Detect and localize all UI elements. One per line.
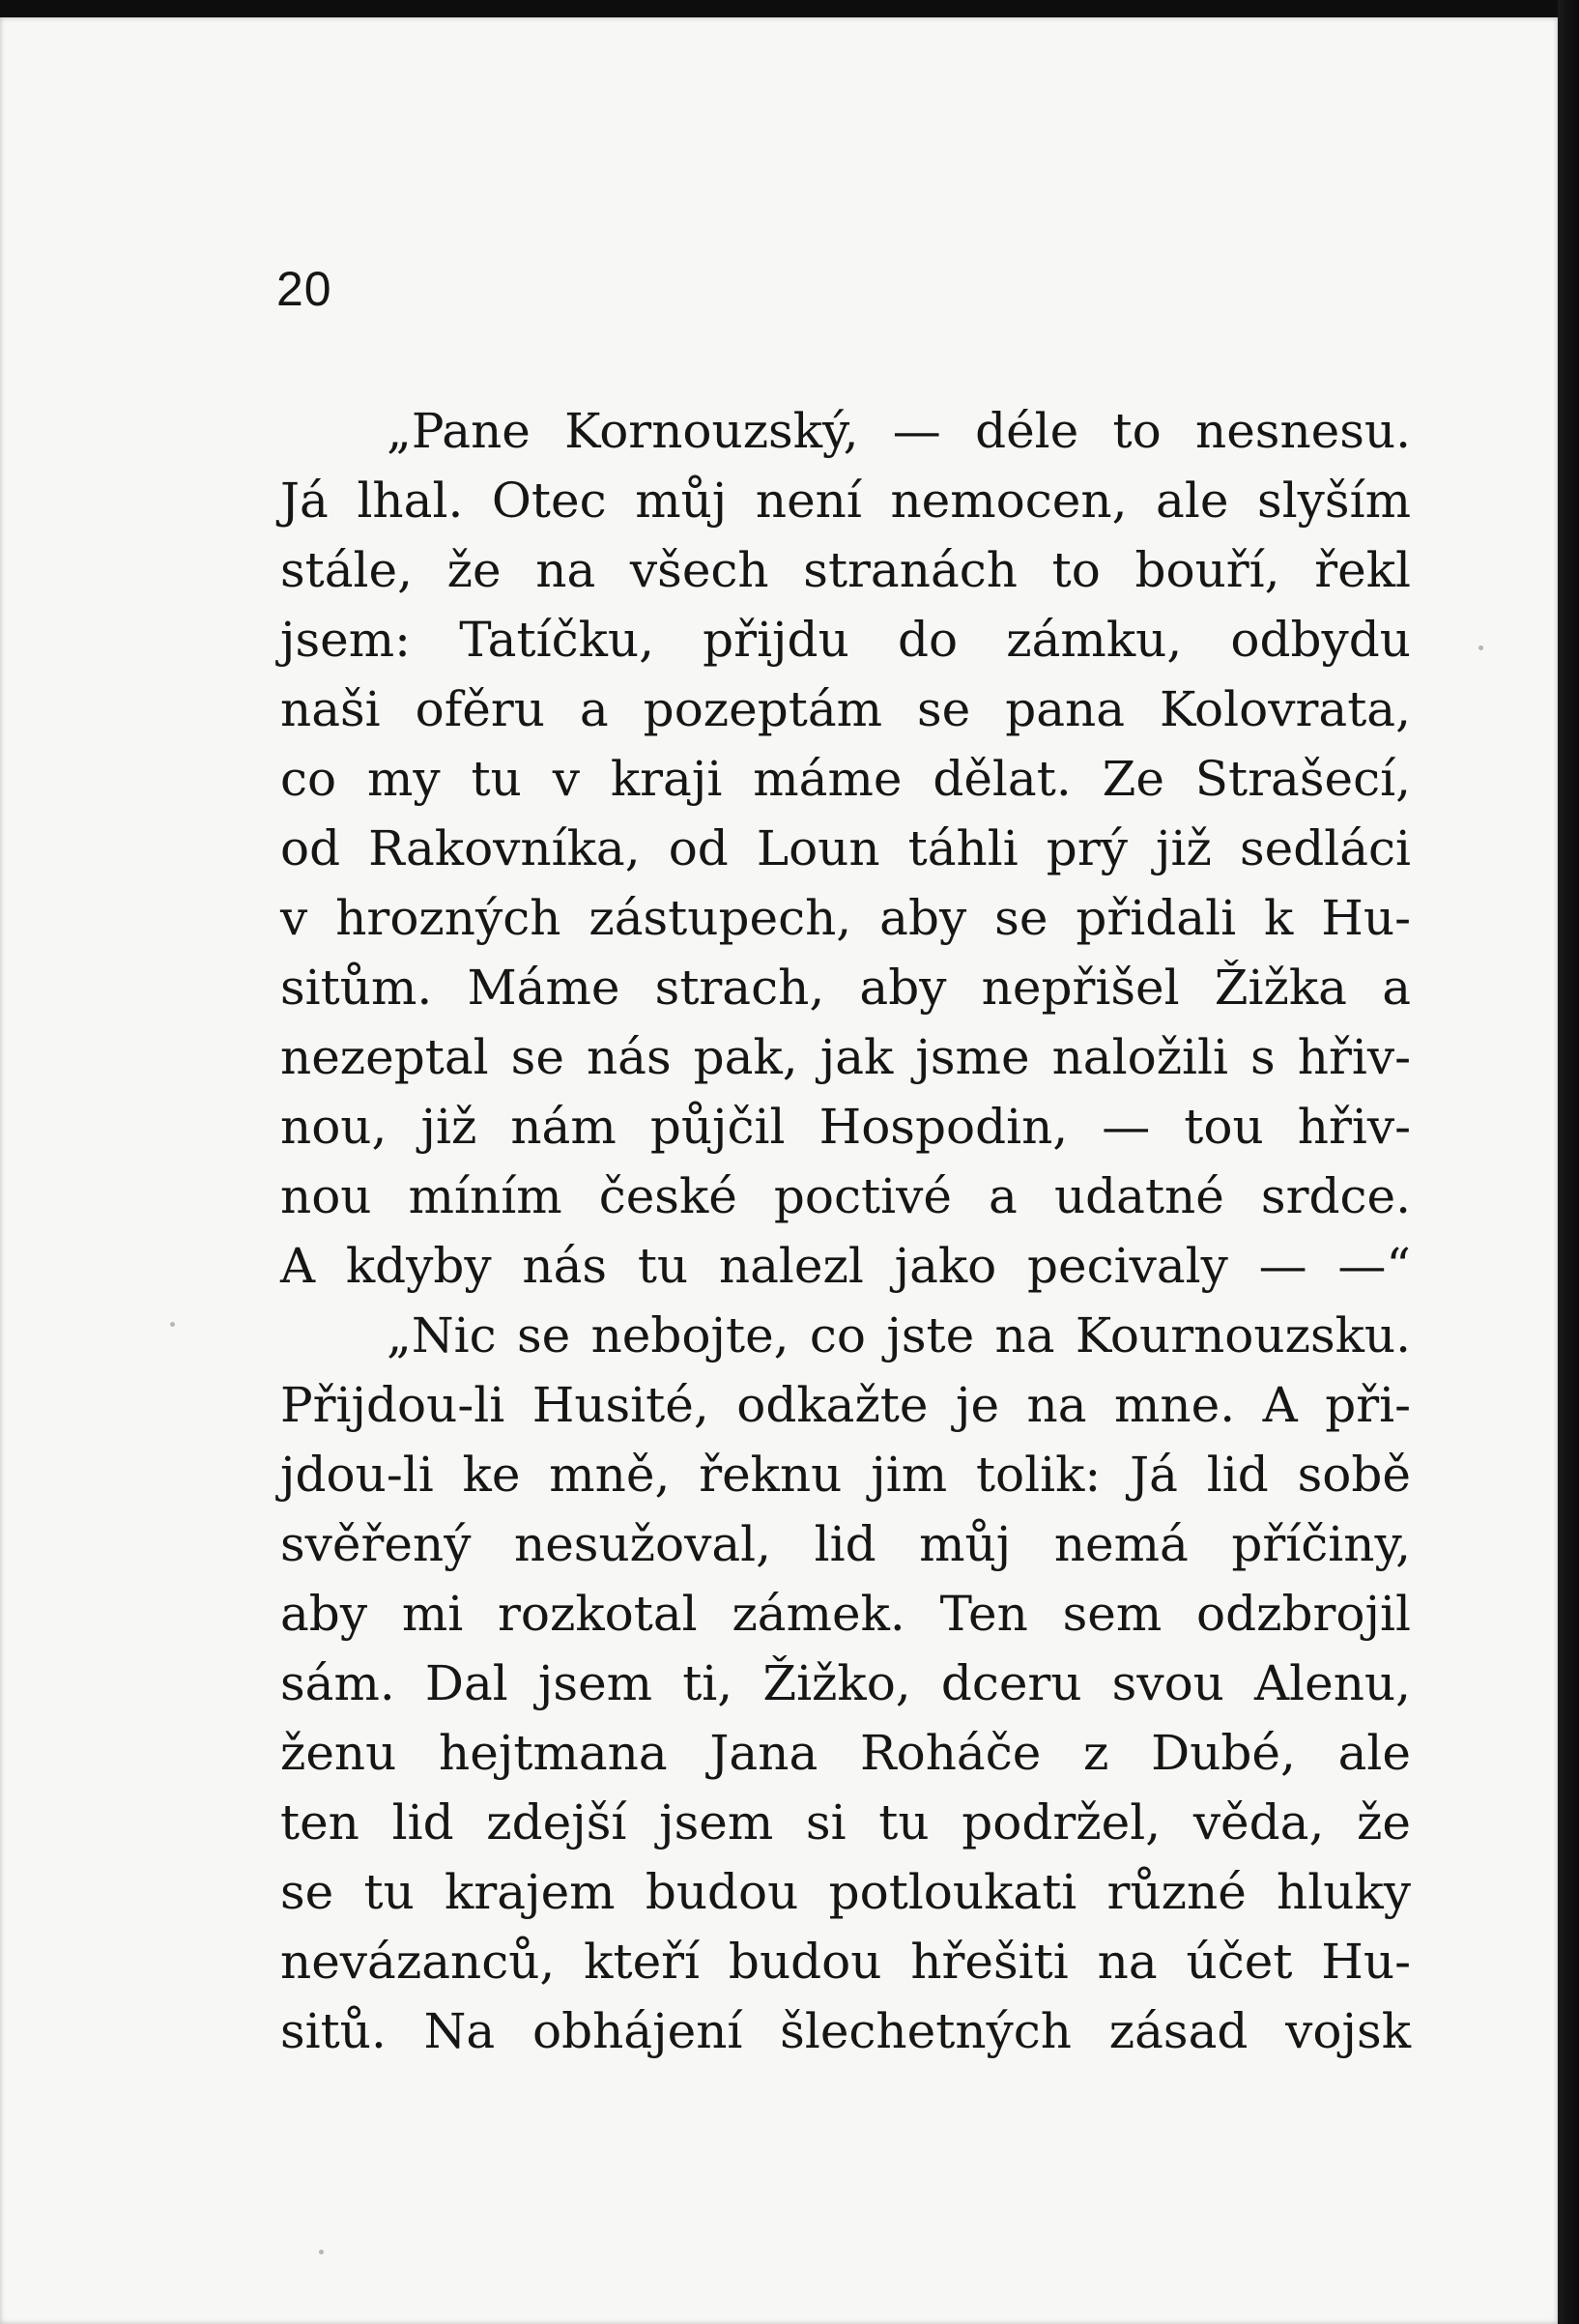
page-number: 20 <box>276 262 332 316</box>
body-text <box>280 396 1411 2066</box>
paper-speck <box>1479 646 1483 650</box>
text-line: naši ofěru a pozeptám se pana Kolovrata, <box>280 681 1411 737</box>
text-line: svěřený nesužoval, lid můj nemá příčiny, <box>280 1516 1411 1572</box>
paper-speck <box>319 2250 324 2254</box>
text-line: „Nic se nebojte, co jste na Kournouzsku. <box>387 1307 1411 1363</box>
text-line: nezeptal se nás pak, jak jsme naložili s hřiv- <box>280 1029 1411 1085</box>
text-line: od Rakovníka, od Loun táhli prý již sedláci <box>280 820 1411 876</box>
text-line: co my tu v kraji máme dělat. Ze Strašecí, <box>280 751 1411 807</box>
text-line: Přijdou-li Husité, odkažte je na mne. A při- <box>280 1377 1411 1433</box>
scan-right-edge <box>1558 0 1579 2324</box>
text-line: aby mi rozkotal zámek. Ten sem odzbrojil <box>280 1586 1411 1642</box>
text-line: nevázanců, kteří budou hřešiti na účet Hu- <box>280 1934 1411 1990</box>
text-line: sitů. Na obhájení šlechetných zásad vojsk <box>280 2003 1411 2059</box>
text-line: stále, že na všech stranách to bouří, řekl <box>280 542 1411 598</box>
text-line: v hrozných zástupech, aby se přidali k Hu- <box>280 890 1411 946</box>
text-line: Já lhal. Otec můj není nemocen, ale slyším <box>280 473 1411 529</box>
paper-speck <box>170 1322 175 1327</box>
text-line: ženu hejtmana Jana Roháče z Dubé, ale <box>280 1725 1411 1781</box>
text-line: sám. Dal jsem ti, Žižko, dceru svou Alenu, <box>280 1655 1411 1711</box>
text-line: jsem: Tatíčku, přijdu do zámku, odbydu <box>280 612 1411 668</box>
text-line: nou, již nám půjčil Hospodin, — tou hřiv- <box>280 1099 1411 1155</box>
text-line: A kdyby nás tu nalezl jako pecivaly — —“ <box>280 1238 1411 1294</box>
text-line: „Pane Kornouzský, — déle to nesnesu. <box>387 403 1411 459</box>
text-line: sitům. Máme strach, aby nepřišel Žižka a <box>280 960 1411 1016</box>
text-line: ten lid zdejší jsem si tu podržel, věda, že <box>280 1794 1411 1851</box>
text-line: se tu krajem budou potloukati různé hluky <box>280 1864 1411 1920</box>
scan-top-edge <box>0 0 1579 17</box>
text-line: nou míním české poctivé a udatné srdce. <box>280 1168 1411 1224</box>
text-line: jdou-li ke mně, řeknu jim tolik: Já lid sobě <box>280 1447 1411 1503</box>
